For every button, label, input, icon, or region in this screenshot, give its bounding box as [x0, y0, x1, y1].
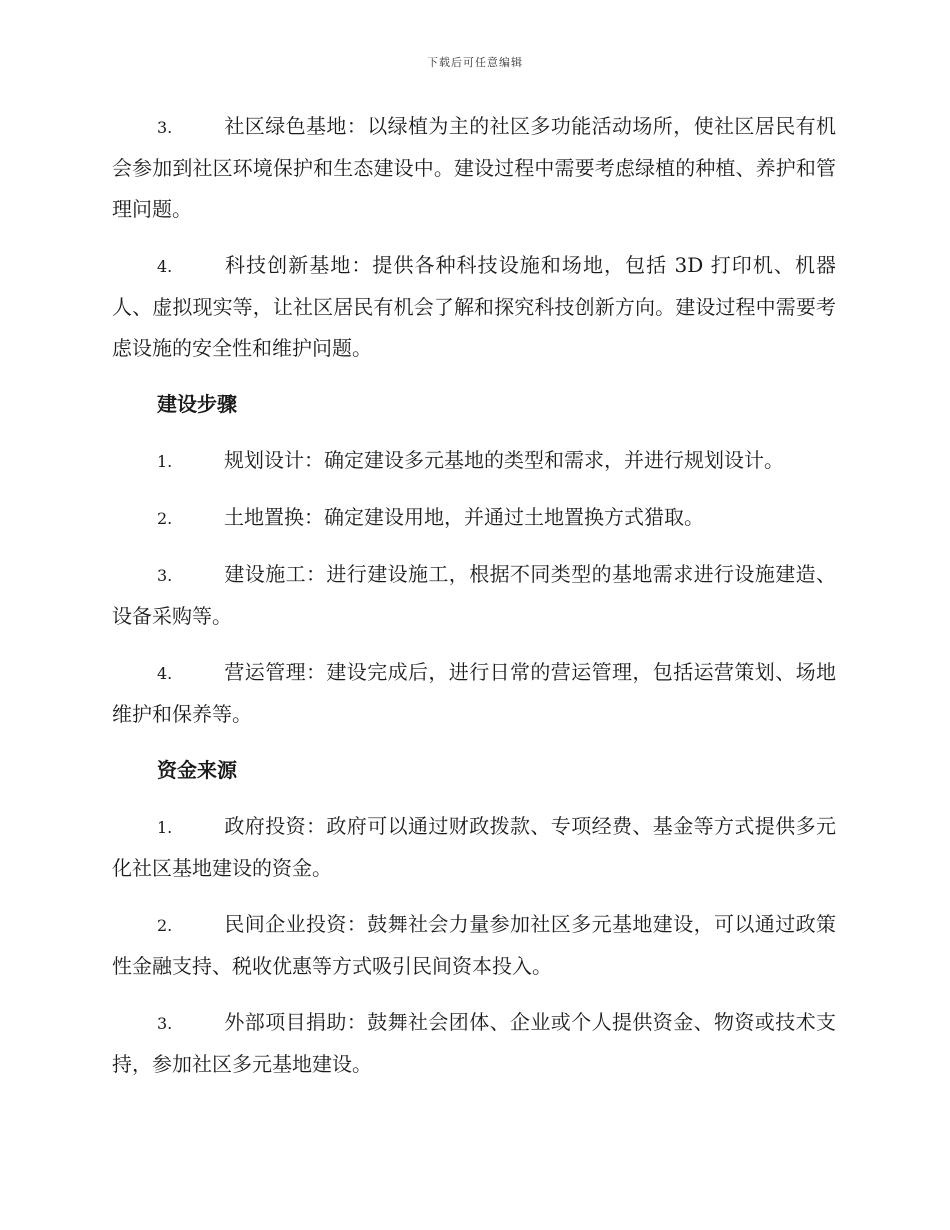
- document-body: [112, 106, 836, 1100]
- section-heading-steps: 建设步骤: [157, 392, 237, 416]
- list-number: 2.: [157, 916, 173, 935]
- list-text: 土地置换：确定建设用地，并通过土地置换方式猎取。: [224, 505, 704, 529]
- list-text: 外部项目捐助：鼓舞社会团体、企业或个人提供资金、物资或技术支持，参加社区多元基地建设。: [112, 1010, 836, 1076]
- list-item: [112, 1002, 836, 1085]
- list-number: 1.: [157, 452, 173, 471]
- list-item: [112, 652, 836, 735]
- list-item: [112, 497, 836, 539]
- list-item: [112, 806, 836, 889]
- page-header: 下载后可任意编辑: [427, 56, 523, 69]
- list-number: 4.: [157, 257, 173, 276]
- list-text: 规划设计：确定建设多元基地的类型和需求，并进行规划设计。: [224, 448, 784, 472]
- list-item: [112, 245, 836, 369]
- list-number: 2.: [157, 509, 173, 528]
- list-item: [112, 904, 836, 987]
- list-text: 政府投资：政府可以通过财政拨款、专项经费、基金等方式提供多元化社区基地建设的资金。: [112, 814, 836, 880]
- list-text: 建设施工：进行建设施工，根据不同类型的基地需求进行设施建造、设备采购等。: [112, 562, 836, 628]
- list-text: 营运管理：建设完成后，进行日常的营运管理，包括运营策划、场地维护和保养等。: [112, 660, 836, 726]
- list-text: 科技创新基地：提供各种科技设施和场地，包括 3D 打印机、机器人、虚拟现实等，让社区居民有机会了解和探究科技创新方向。建设过程中需要考虑设施的安全性和维护问题。: [112, 253, 836, 360]
- list-item: [112, 106, 836, 230]
- list-number: 3.: [157, 118, 173, 137]
- list-number: 3.: [157, 566, 173, 585]
- list-text: 社区绿色基地：以绿植为主的社区多功能活动场所，使社区居民有机会参加到社区环境保护和生态建设中。建设过程中需要考虑绿植的种植、养护和管理问题。: [112, 114, 836, 221]
- list-number: 3.: [157, 1014, 173, 1033]
- list-text: 民间企业投资：鼓舞社会力量参加社区多元基地建设，可以通过政策性金融支持、税收优惠等方式吸引民间资本投入。: [112, 912, 836, 978]
- section-heading-funding: 资金来源: [157, 758, 237, 782]
- list-item: [112, 554, 836, 637]
- list-number: 1.: [157, 818, 173, 837]
- list-item: [112, 440, 836, 482]
- list-number: 4.: [157, 664, 173, 683]
